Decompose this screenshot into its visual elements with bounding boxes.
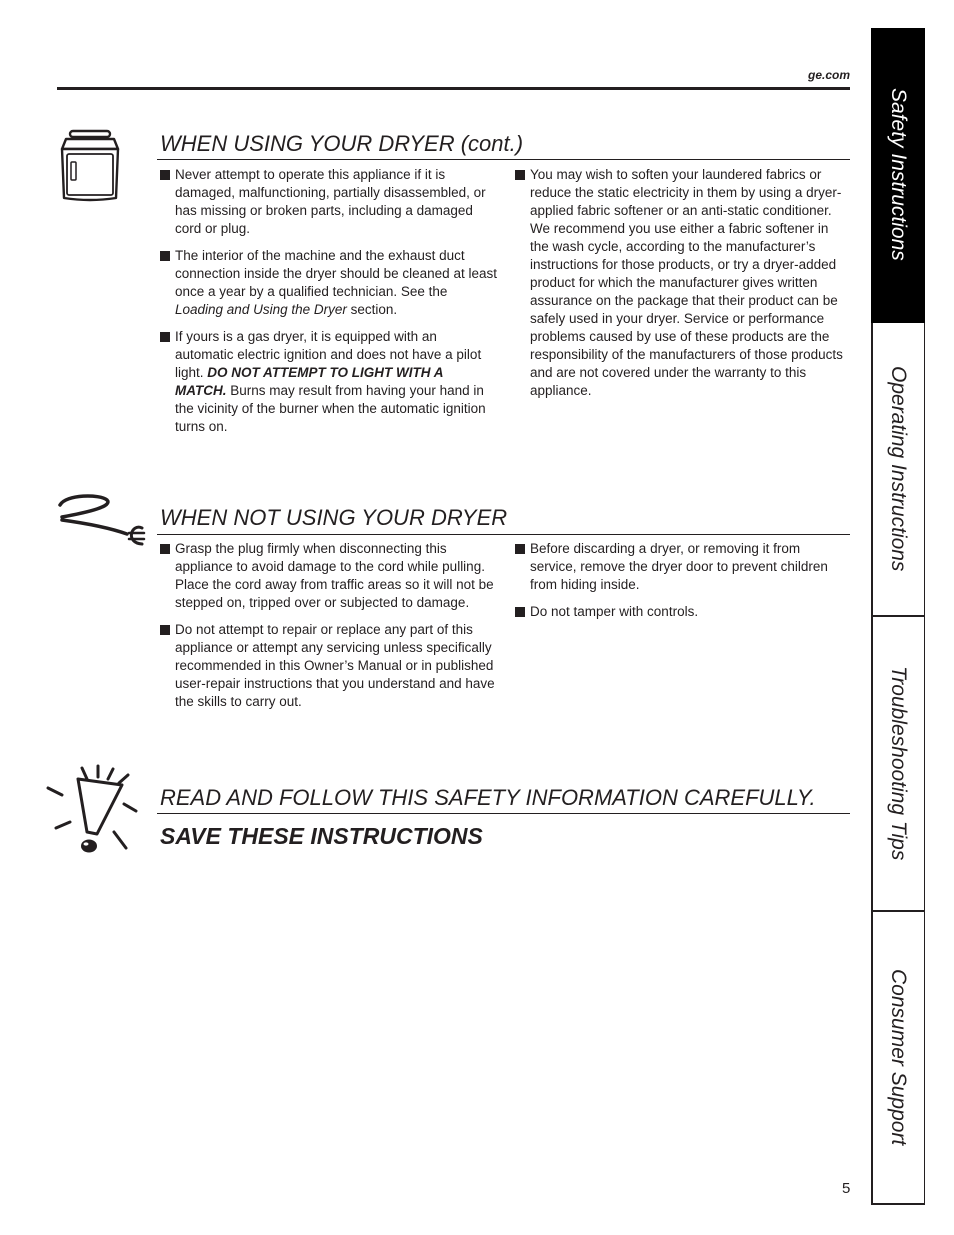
tab-label: Consumer Support [887, 969, 910, 1146]
section-rule-closing [157, 813, 850, 814]
bullet-square [515, 544, 525, 554]
site-url: ge.com [807, 68, 850, 82]
bullet-square [160, 251, 170, 261]
section-tabs [871, 28, 925, 1205]
list-item [160, 328, 497, 436]
column-left-not-using [160, 540, 497, 720]
column-right-using [515, 166, 848, 409]
bullet-square [160, 625, 170, 635]
tab-safety-instructions [871, 28, 925, 323]
section-reference: Loading and Using the Dryer [175, 302, 347, 317]
list-item [515, 540, 848, 594]
list-item [160, 166, 497, 238]
tab-label: Operating Instructions [887, 366, 910, 572]
section-title-closing: READ AND FOLLOW THIS SAFETY INFORMATION CAREFULLY. [160, 785, 816, 810]
tab-operating-instructions [871, 323, 925, 617]
list-item [160, 247, 497, 319]
item-text: section. [346, 302, 398, 317]
item-text: Do not attempt to repair or replace any part of this appliance or attempt any servicing unless specifically recommended in this Owner’s Manual or in published user-repair instructions that you understand and have the skills to carry out. [175, 622, 495, 709]
item-text: Do not tamper with controls. [530, 604, 699, 619]
tab-consumer-support [871, 912, 925, 1205]
bullet-square [160, 544, 170, 554]
list-item [160, 621, 497, 711]
list-item [515, 603, 848, 621]
item-text: The interior of the machine and the exhaust duct connection inside the dryer should be cleaned at least once a year by a qualified technician. See the [175, 248, 497, 299]
item-text: Never attempt to operate this appliance if it is damaged, malfunctioning, partially disassembled, or has missing or broken parts, including a damaged cord or plug. [175, 167, 486, 236]
bullet-square [160, 332, 170, 342]
bullet-square [515, 607, 525, 617]
header-rule [57, 87, 850, 90]
section-title-not-using: WHEN NOT USING YOUR DRYER [160, 505, 508, 530]
list-item [515, 166, 848, 400]
bullet-square [160, 170, 170, 180]
dryer-icon [57, 127, 123, 203]
item-text: Grasp the plug firmly when disconnecting this appliance to avoid damage to the cord while pulling. Place the cord away from traffic areas so it will not be stepped on, tripped over or subjected to damage. [175, 541, 494, 610]
bullet-square [515, 170, 525, 180]
exclamation-burst-icon [44, 762, 138, 860]
tab-label: Safety Instructions [887, 88, 910, 261]
section-rule-using [157, 159, 850, 160]
item-text: You may wish to soften your laundered fabrics or reduce the static electricity in them by using a dryer-applied fabric softener or an anti-static conditioner. We recommend you use either a fabric softener in the wash cycle, according to the manufacturer’s instructions for those products, or try a dryer-added product for which the manufacturer gives written assurance on the package that their product can be safely used in your dryer. Service or performance problems caused by use of these products are the responsibility of the manufacturers of those products and are not covered under the warranty to this appliance. [530, 167, 843, 398]
item-text: If yours is a gas dryer, it is equipped with an automatic electric ignition and does not have a pilot light. [175, 329, 482, 380]
item-text: Before discarding a dryer, or removing it from service, remove the dryer door to prevent children from hiding inside. [530, 541, 828, 592]
item-text: Burns may result from having your hand in the vicinity of the burner when the automatic ignition turns on. [175, 383, 486, 434]
column-left-using [160, 166, 497, 445]
section-rule-not-using [157, 534, 850, 535]
column-right-not-using [515, 540, 848, 630]
section-title-using: WHEN USING YOUR DRYER (cont.) [160, 131, 524, 156]
power-plug-icon [54, 490, 146, 550]
warning-text: DO NOT ATTEMPT TO LIGHT WITH A MATCH. [175, 365, 444, 398]
tab-troubleshooting-tips [871, 617, 925, 912]
tab-label: Troubleshooting Tips [887, 666, 910, 861]
list-item [160, 540, 497, 612]
page-number: 5 [842, 1180, 851, 1197]
save-instructions-heading: SAVE THESE INSTRUCTIONS [160, 823, 483, 849]
